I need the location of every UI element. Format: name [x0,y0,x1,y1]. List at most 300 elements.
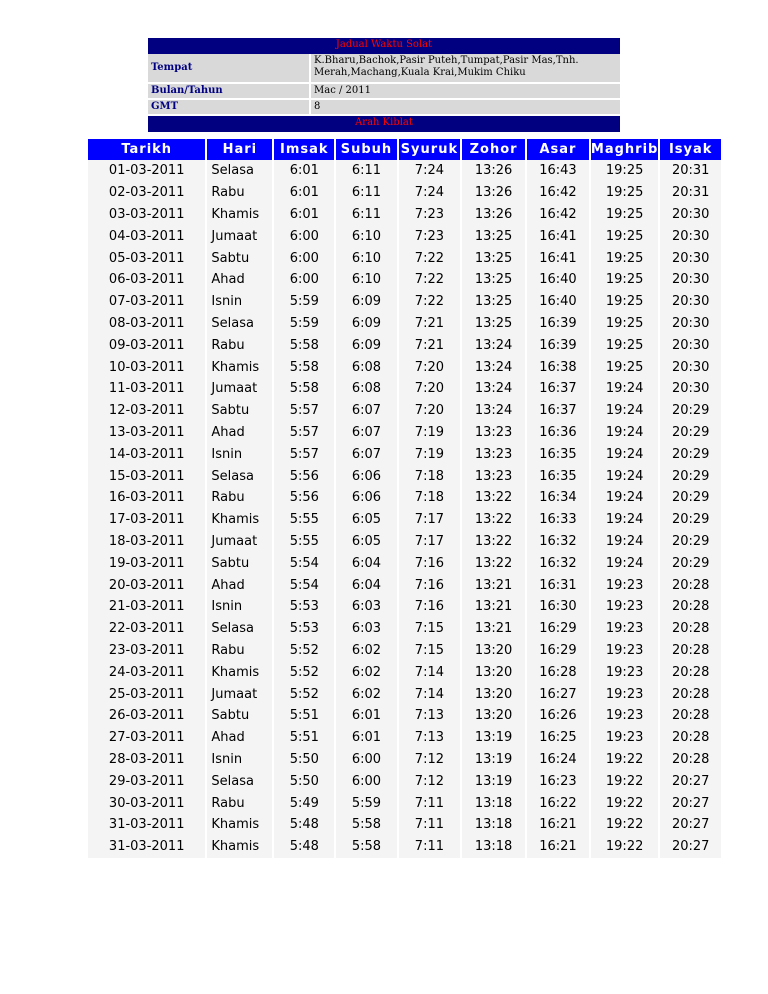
cell-isyak: 20:30 [660,247,721,269]
column-header-row [88,139,721,160]
cell-subuh: 6:07 [336,443,396,465]
cell-imsak: 5:50 [274,770,334,792]
cell-asar: 16:29 [527,618,589,640]
cell-hari: Selasa [207,313,272,335]
cell-maghrib: 19:22 [591,814,658,836]
cell-maghrib: 19:25 [591,225,658,247]
cell-syuruk: 7:23 [399,204,461,226]
cell-tarikh: 20-03-2011 [88,574,205,596]
cell-hari: Isnin [207,291,272,313]
cell-imsak: 5:48 [274,814,334,836]
cell-syuruk: 7:17 [399,509,461,531]
cell-zohor: 13:20 [462,640,525,662]
cell-isyak: 20:28 [660,749,721,771]
cell-subuh: 6:00 [336,749,396,771]
cell-imsak: 5:54 [274,552,334,574]
cell-tarikh: 12-03-2011 [88,400,205,422]
cell-syuruk: 7:22 [399,291,461,313]
cell-syuruk: 7:14 [399,683,461,705]
cell-asar: 16:36 [527,422,589,444]
cell-tarikh: 19-03-2011 [88,552,205,574]
cell-maghrib: 19:24 [591,465,658,487]
cell-imsak: 5:52 [274,661,334,683]
cell-zohor: 13:19 [462,770,525,792]
col-header-imsak: Imsak [274,139,334,160]
cell-maghrib: 19:24 [591,552,658,574]
cell-maghrib: 19:23 [591,640,658,662]
cell-syuruk: 7:15 [399,640,461,662]
cell-imsak: 5:59 [274,313,334,335]
cell-zohor: 13:25 [462,291,525,313]
cell-isyak: 20:30 [660,378,721,400]
cell-syuruk: 7:22 [399,269,461,291]
cell-tarikh: 29-03-2011 [88,770,205,792]
cell-zohor: 13:24 [462,356,525,378]
cell-zohor: 13:22 [462,531,525,553]
cell-maghrib: 19:24 [591,531,658,553]
cell-imsak: 5:57 [274,400,334,422]
table-row [88,204,721,226]
cell-hari: Ahad [207,574,272,596]
cell-subuh: 5:58 [336,814,396,836]
gmt-label: GMT [148,99,310,115]
cell-zohor: 13:22 [462,487,525,509]
cell-asar: 16:38 [527,356,589,378]
table-row [88,400,721,422]
table-row [88,552,721,574]
cell-syuruk: 7:24 [399,160,461,182]
cell-hari: Rabu [207,792,272,814]
cell-isyak: 20:28 [660,618,721,640]
cell-syuruk: 7:24 [399,182,461,204]
cell-tarikh: 16-03-2011 [88,487,205,509]
cell-imsak: 5:52 [274,640,334,662]
cell-asar: 16:32 [527,552,589,574]
cell-imsak: 6:00 [274,247,334,269]
cell-tarikh: 17-03-2011 [88,509,205,531]
cell-isyak: 20:27 [660,792,721,814]
cell-subuh: 6:09 [336,334,396,356]
cell-imsak: 5:56 [274,465,334,487]
cell-syuruk: 7:12 [399,749,461,771]
table-row [88,422,721,444]
cell-zohor: 13:18 [462,792,525,814]
table-row [88,683,721,705]
cell-hari: Isnin [207,749,272,771]
cell-isyak: 20:28 [660,640,721,662]
cell-tarikh: 26-03-2011 [88,705,205,727]
table-row [88,531,721,553]
cell-subuh: 6:01 [336,705,396,727]
cell-asar: 16:40 [527,291,589,313]
col-header-zohor: Zohor [462,139,525,160]
cell-isyak: 20:29 [660,465,721,487]
cell-asar: 16:31 [527,574,589,596]
cell-subuh: 6:03 [336,596,396,618]
cell-tarikh: 24-03-2011 [88,661,205,683]
cell-subuh: 6:10 [336,225,396,247]
cell-zohor: 13:25 [462,225,525,247]
cell-maghrib: 19:25 [591,160,658,182]
bulan-tahun-value: Mac / 2011 [310,83,620,99]
cell-asar: 16:40 [527,269,589,291]
cell-zohor: 13:26 [462,160,525,182]
cell-hari: Sabtu [207,552,272,574]
cell-hari: Khamis [207,836,272,858]
cell-asar: 16:25 [527,727,589,749]
cell-isyak: 20:28 [660,574,721,596]
table-row [88,443,721,465]
cell-imsak: 6:00 [274,225,334,247]
cell-asar: 16:42 [527,182,589,204]
cell-subuh: 6:09 [336,313,396,335]
cell-hari: Selasa [207,160,272,182]
cell-tarikh: 11-03-2011 [88,378,205,400]
cell-maghrib: 19:23 [591,596,658,618]
cell-asar: 16:42 [527,204,589,226]
table-row [88,334,721,356]
cell-tarikh: 01-03-2011 [88,160,205,182]
cell-subuh: 6:02 [336,640,396,662]
cell-subuh: 6:08 [336,378,396,400]
cell-tarikh: 31-03-2011 [88,836,205,858]
cell-zohor: 13:19 [462,727,525,749]
cell-asar: 16:30 [527,596,589,618]
cell-imsak: 5:58 [274,378,334,400]
cell-syuruk: 7:20 [399,356,461,378]
cell-maghrib: 19:25 [591,356,658,378]
cell-isyak: 20:29 [660,531,721,553]
cell-tarikh: 18-03-2011 [88,531,205,553]
cell-subuh: 6:08 [336,356,396,378]
cell-maghrib: 19:22 [591,749,658,771]
cell-asar: 16:41 [527,247,589,269]
cell-tarikh: 14-03-2011 [88,443,205,465]
cell-syuruk: 7:11 [399,836,461,858]
cell-imsak: 6:01 [274,182,334,204]
table-row [88,465,721,487]
cell-subuh: 6:00 [336,770,396,792]
cell-asar: 16:33 [527,509,589,531]
cell-hari: Rabu [207,334,272,356]
cell-asar: 16:24 [527,749,589,771]
cell-tarikh: 07-03-2011 [88,291,205,313]
cell-zohor: 13:21 [462,618,525,640]
cell-isyak: 20:28 [660,705,721,727]
table-row [88,160,721,182]
cell-isyak: 20:29 [660,400,721,422]
cell-isyak: 20:28 [660,661,721,683]
col-header-asar: Asar [527,139,589,160]
cell-imsak: 6:00 [274,269,334,291]
cell-syuruk: 7:11 [399,814,461,836]
table-row [88,727,721,749]
cell-hari: Jumaat [207,683,272,705]
cell-isyak: 20:30 [660,313,721,335]
cell-maghrib: 19:25 [591,313,658,335]
cell-tarikh: 28-03-2011 [88,749,205,771]
cell-maghrib: 19:23 [591,727,658,749]
cell-zohor: 13:19 [462,749,525,771]
col-header-maghrib: Maghrib [591,139,658,160]
cell-subuh: 6:07 [336,422,396,444]
cell-zohor: 13:23 [462,422,525,444]
cell-asar: 16:35 [527,465,589,487]
cell-zohor: 13:24 [462,334,525,356]
cell-hari: Rabu [207,640,272,662]
col-header-isyak: Isyak [660,139,721,160]
cell-zohor: 13:21 [462,574,525,596]
cell-maghrib: 19:24 [591,443,658,465]
cell-syuruk: 7:18 [399,465,461,487]
cell-maghrib: 19:25 [591,334,658,356]
cell-isyak: 20:30 [660,204,721,226]
cell-tarikh: 22-03-2011 [88,618,205,640]
cell-syuruk: 7:21 [399,313,461,335]
cell-tarikh: 27-03-2011 [88,727,205,749]
cell-maghrib: 19:24 [591,422,658,444]
cell-imsak: 5:55 [274,509,334,531]
cell-maghrib: 19:23 [591,683,658,705]
cell-hari: Sabtu [207,247,272,269]
cell-subuh: 6:05 [336,531,396,553]
cell-asar: 16:39 [527,313,589,335]
cell-imsak: 5:54 [274,574,334,596]
cell-asar: 16:21 [527,814,589,836]
table-row [88,640,721,662]
cell-tarikh: 31-03-2011 [88,814,205,836]
table-row [88,770,721,792]
cell-syuruk: 7:16 [399,574,461,596]
cell-asar: 16:29 [527,640,589,662]
cell-asar: 16:22 [527,792,589,814]
cell-maghrib: 19:22 [591,792,658,814]
cell-hari: Khamis [207,204,272,226]
cell-isyak: 20:27 [660,814,721,836]
cell-syuruk: 7:12 [399,770,461,792]
cell-isyak: 20:29 [660,443,721,465]
cell-zohor: 13:22 [462,509,525,531]
cell-syuruk: 7:15 [399,618,461,640]
cell-hari: Selasa [207,618,272,640]
cell-maghrib: 19:24 [591,509,658,531]
cell-hari: Selasa [207,465,272,487]
cell-tarikh: 23-03-2011 [88,640,205,662]
table-row [88,749,721,771]
cell-subuh: 6:10 [336,247,396,269]
cell-asar: 16:26 [527,705,589,727]
cell-maghrib: 19:25 [591,269,658,291]
cell-hari: Sabtu [207,400,272,422]
table-row [88,596,721,618]
cell-maghrib: 19:25 [591,182,658,204]
cell-syuruk: 7:16 [399,596,461,618]
cell-subuh: 6:10 [336,269,396,291]
cell-asar: 16:28 [527,661,589,683]
cell-zohor: 13:22 [462,552,525,574]
cell-isyak: 20:28 [660,727,721,749]
table-row [88,814,721,836]
cell-tarikh: 04-03-2011 [88,225,205,247]
table-row [88,574,721,596]
cell-maghrib: 19:24 [591,487,658,509]
table-body [88,160,721,858]
cell-imsak: 5:51 [274,727,334,749]
cell-isyak: 20:29 [660,422,721,444]
cell-asar: 16:35 [527,443,589,465]
cell-zohor: 13:18 [462,836,525,858]
cell-asar: 16:37 [527,378,589,400]
prayer-times-table [86,139,723,858]
cell-zohor: 13:21 [462,596,525,618]
cell-tarikh: 21-03-2011 [88,596,205,618]
cell-imsak: 5:53 [274,618,334,640]
cell-maghrib: 19:23 [591,705,658,727]
cell-maghrib: 19:24 [591,378,658,400]
table-row [88,247,721,269]
cell-subuh: 6:11 [336,182,396,204]
cell-zohor: 13:26 [462,204,525,226]
cell-tarikh: 13-03-2011 [88,422,205,444]
cell-isyak: 20:30 [660,225,721,247]
page-title: Jadual Waktu Solat [148,38,620,54]
cell-hari: Ahad [207,727,272,749]
cell-subuh: 5:59 [336,792,396,814]
cell-hari: Rabu [207,487,272,509]
cell-tarikh: 03-03-2011 [88,204,205,226]
cell-hari: Jumaat [207,531,272,553]
cell-zohor: 13:20 [462,683,525,705]
cell-asar: 16:37 [527,400,589,422]
cell-asar: 16:32 [527,531,589,553]
cell-syuruk: 7:14 [399,661,461,683]
cell-imsak: 5:58 [274,334,334,356]
cell-zohor: 13:25 [462,269,525,291]
cell-isyak: 20:29 [660,552,721,574]
cell-asar: 16:39 [527,334,589,356]
table-row [88,182,721,204]
cell-tarikh: 25-03-2011 [88,683,205,705]
cell-zohor: 13:23 [462,443,525,465]
cell-asar: 16:21 [527,836,589,858]
cell-maghrib: 19:25 [591,247,658,269]
table-row [88,291,721,313]
cell-tarikh: 15-03-2011 [88,465,205,487]
cell-maghrib: 19:23 [591,618,658,640]
cell-hari: Khamis [207,509,272,531]
cell-syuruk: 7:20 [399,378,461,400]
cell-imsak: 5:55 [274,531,334,553]
col-header-hari: Hari [207,139,272,160]
tempat-value: K.Bharu,Bachok,Pasir Puteh,Tumpat,Pasir Mas,Tnh. Merah,Machang,Kuala Krai,Mukim Chiku [310,54,620,83]
cell-subuh: 6:05 [336,509,396,531]
cell-syuruk: 7:20 [399,400,461,422]
cell-isyak: 20:29 [660,487,721,509]
table-row [88,269,721,291]
cell-subuh: 6:04 [336,552,396,574]
table-row [88,661,721,683]
cell-isyak: 20:31 [660,160,721,182]
table-row [88,487,721,509]
cell-hari: Jumaat [207,378,272,400]
cell-zohor: 13:20 [462,705,525,727]
cell-subuh: 6:06 [336,465,396,487]
cell-isyak: 20:30 [660,269,721,291]
cell-asar: 16:41 [527,225,589,247]
cell-maghrib: 19:25 [591,291,658,313]
cell-isyak: 20:27 [660,836,721,858]
cell-maghrib: 19:24 [591,400,658,422]
cell-maghrib: 19:22 [591,836,658,858]
cell-imsak: 5:49 [274,792,334,814]
cell-syuruk: 7:18 [399,487,461,509]
cell-isyak: 20:27 [660,770,721,792]
table-row [88,225,721,247]
cell-hari: Ahad [207,269,272,291]
cell-subuh: 6:04 [336,574,396,596]
cell-maghrib: 19:22 [591,770,658,792]
cell-subuh: 6:09 [336,291,396,313]
cell-tarikh: 05-03-2011 [88,247,205,269]
table-row [88,705,721,727]
cell-imsak: 5:48 [274,836,334,858]
cell-syuruk: 7:19 [399,443,461,465]
cell-isyak: 20:28 [660,683,721,705]
cell-zohor: 13:25 [462,247,525,269]
table-row [88,618,721,640]
cell-syuruk: 7:16 [399,552,461,574]
cell-zohor: 13:18 [462,814,525,836]
cell-zohor: 13:20 [462,661,525,683]
cell-syuruk: 7:11 [399,792,461,814]
cell-hari: Ahad [207,422,272,444]
cell-isyak: 20:30 [660,334,721,356]
cell-hari: Rabu [207,182,272,204]
cell-zohor: 13:24 [462,400,525,422]
cell-tarikh: 09-03-2011 [88,334,205,356]
cell-imsak: 5:53 [274,596,334,618]
location-info-table [148,38,620,132]
arah-kiblat-link[interactable]: Arah Kiblat [148,115,620,132]
table-row [88,836,721,858]
cell-subuh: 5:58 [336,836,396,858]
cell-isyak: 20:31 [660,182,721,204]
cell-imsak: 6:01 [274,204,334,226]
cell-asar: 16:43 [527,160,589,182]
table-row [88,356,721,378]
cell-syuruk: 7:13 [399,727,461,749]
cell-syuruk: 7:23 [399,225,461,247]
cell-hari: Isnin [207,596,272,618]
cell-subuh: 6:01 [336,727,396,749]
table-row [88,792,721,814]
cell-tarikh: 06-03-2011 [88,269,205,291]
cell-isyak: 20:28 [660,596,721,618]
cell-zohor: 13:24 [462,378,525,400]
table-row [88,378,721,400]
cell-syuruk: 7:13 [399,705,461,727]
cell-subuh: 6:11 [336,204,396,226]
cell-maghrib: 19:25 [591,204,658,226]
cell-imsak: 5:57 [274,422,334,444]
cell-asar: 16:27 [527,683,589,705]
col-header-syuruk: Syuruk [399,139,461,160]
cell-subuh: 6:02 [336,661,396,683]
bulan-tahun-label: Bulan/Tahun [148,83,310,99]
cell-isyak: 20:29 [660,509,721,531]
cell-asar: 16:23 [527,770,589,792]
col-header-tarikh: Tarikh [88,139,205,160]
